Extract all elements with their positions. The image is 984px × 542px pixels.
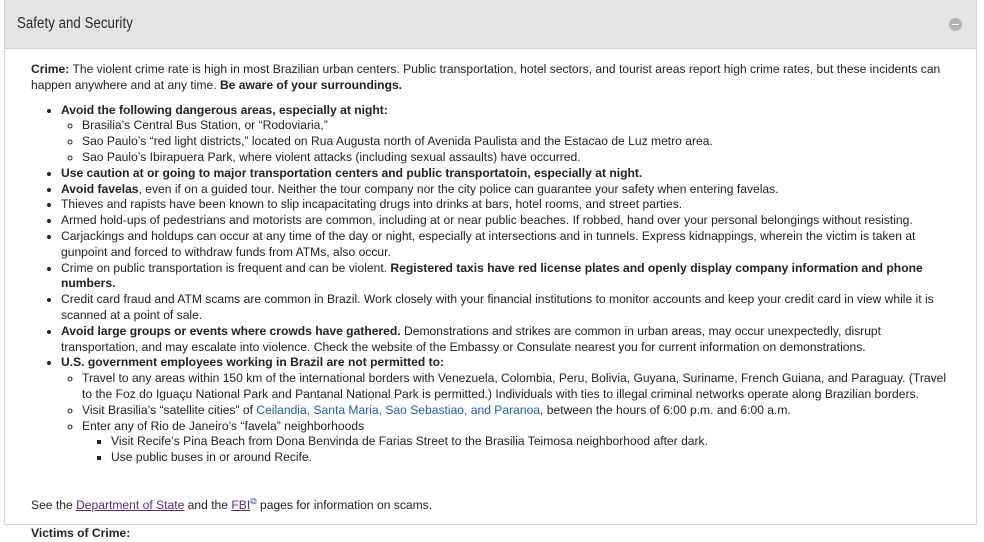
list-item: [82, 403, 950, 419]
crime-label: Crime:: [31, 62, 70, 76]
crime-bullet-list: [31, 103, 950, 466]
list-item: ▪ Use public buses in or around Recife.: [111, 450, 950, 466]
crime-aware: Be aware of your surroundings.: [219, 77, 403, 92]
list-item: [61, 103, 950, 166]
avoid-areas-label: Avoid the following dangerous areas, especially at night:: [61, 102, 388, 117]
caution-text: Use caution at or going to major transportation centers and public transportatoin, especially at night.: [61, 165, 643, 180]
list-item: ◦ Sao Paulo’s “red light districts,” located on Rua Augusta north of Avenida Paulista and the Estacao de Luz metro area.: [82, 134, 950, 150]
visit-pre: Visit Brasilia’s “satellite cities” of: [82, 402, 257, 417]
scams-paragraph: [31, 494, 950, 514]
external-link-icon: ⧉: [250, 495, 257, 506]
crime-text: The violent crime rate is high in most Brazilian urban centers. Public transportation, hotel sectors, and tourist areas report high crime rates, but these incidents can happen anywhere and at any time.: [31, 62, 941, 92]
fbi-link[interactable]: FBI: [231, 497, 251, 512]
transport-text: Crime on public transportation is frequent and can be violent.: [61, 260, 391, 275]
groups-text: Demonstrations and strikes are common in urban areas, may occur unexpectedly, disrupt transportation, and may escalate into violence. Check the website of the Embassy or Consulate nearest you for current information on demonstrations.: [61, 323, 882, 354]
scams-mid: and the: [184, 497, 232, 512]
department-of-state-link[interactable]: Department of State: [76, 497, 185, 512]
victims-label: Victims of Crime:: [31, 525, 131, 540]
favela-text: Enter any of Rio de Janeiro’s “favela” neighborhoods: [82, 418, 365, 433]
collapse-minus-icon[interactable]: [949, 18, 962, 31]
list-item: ◦ Sao Paulo’s Ibirapuera Park, where violent attacks (including sexual assaults) have occurred.: [82, 150, 950, 166]
list-item: [61, 166, 950, 182]
list-item: • Carjackings and holdups can occur at any time of the day or night, especially at intersections and in tunnels. Express kidnappings, wherein the victim is taken at gunpoint and forced to withdraw funds from ATMs, also occur.: [61, 229, 950, 261]
visit-post: , between the hours of 6:00 p.m. and 6:00 a.m.: [540, 402, 791, 417]
list-item: ◦ Brasilia’s Central Bus Station, or “Rodoviaria,”: [82, 118, 950, 134]
list-item: [61, 355, 950, 466]
crime-paragraph: [31, 62, 950, 94]
list-item: ▪ Visit Recife’s Pina Beach from Dona Benvinda de Farias Street to the Brasilia Teimosa neighborhood after dark.: [111, 434, 950, 450]
scams-post: pages for information on scams.: [256, 497, 433, 512]
list-item: • Armed hold-ups of pedestrians and motorists are common, including at or near public beaches. If robbed, hand over your personal belongings without resisting.: [61, 213, 950, 229]
panel-title: Safety and Security: [17, 15, 133, 32]
usgov-label: U.S. government employees working in Brazil are not permitted to:: [61, 355, 445, 370]
list-item: • Thieves and rapists have been known to slip incapacitating drugs into drinks at bars, hotel rooms, and street parties.: [61, 197, 950, 213]
transport-bold: Registered taxis have red license plates and openly display company information and phone numbers.: [61, 260, 923, 291]
panel-content: [5, 49, 976, 542]
list-item: [61, 261, 950, 293]
safety-security-panel: [4, 0, 977, 540]
favelas-text: , even if on a guided tour. Neither the tour company nor the city police can guarantee your safety when entering favelas.: [138, 181, 779, 196]
scams-pre: See the: [31, 497, 77, 512]
satellite-cities-link[interactable]: Ceilandia, Santa Maria, Sao Sebastiao, and Paranoa: [256, 402, 541, 417]
panel-header[interactable]: [5, 0, 976, 49]
avoid-areas-sublist: [61, 118, 950, 165]
list-item: [82, 419, 950, 466]
list-item: [61, 182, 950, 198]
recife-sublist: [82, 434, 950, 466]
usgov-sublist: [61, 371, 950, 466]
list-item: • Credit card fraud and ATM scams are common in Brazil. Work closely with your financial institutions to monitor accounts and keep your credit card in view while it is scanned at a point of sale.: [61, 292, 950, 324]
favelas-bold: Avoid favelas: [61, 181, 139, 196]
groups-bold: Avoid large groups or events where crowds have gathered.: [61, 323, 401, 338]
list-item: [61, 324, 950, 356]
list-item: ◦ Travel to any areas within 150 km of the international borders with Venezuela, Colombia, Peru, Bolivia, Guyana, Suriname, French Guiana, and Paraguay. (Travel to the Foz do Iguaçu National Park and Pantanal National Park is permitted.) Individuals with ties to illegal criminal networks operate along Brazilian borders.: [82, 371, 950, 403]
victims-paragraph: [31, 526, 950, 542]
